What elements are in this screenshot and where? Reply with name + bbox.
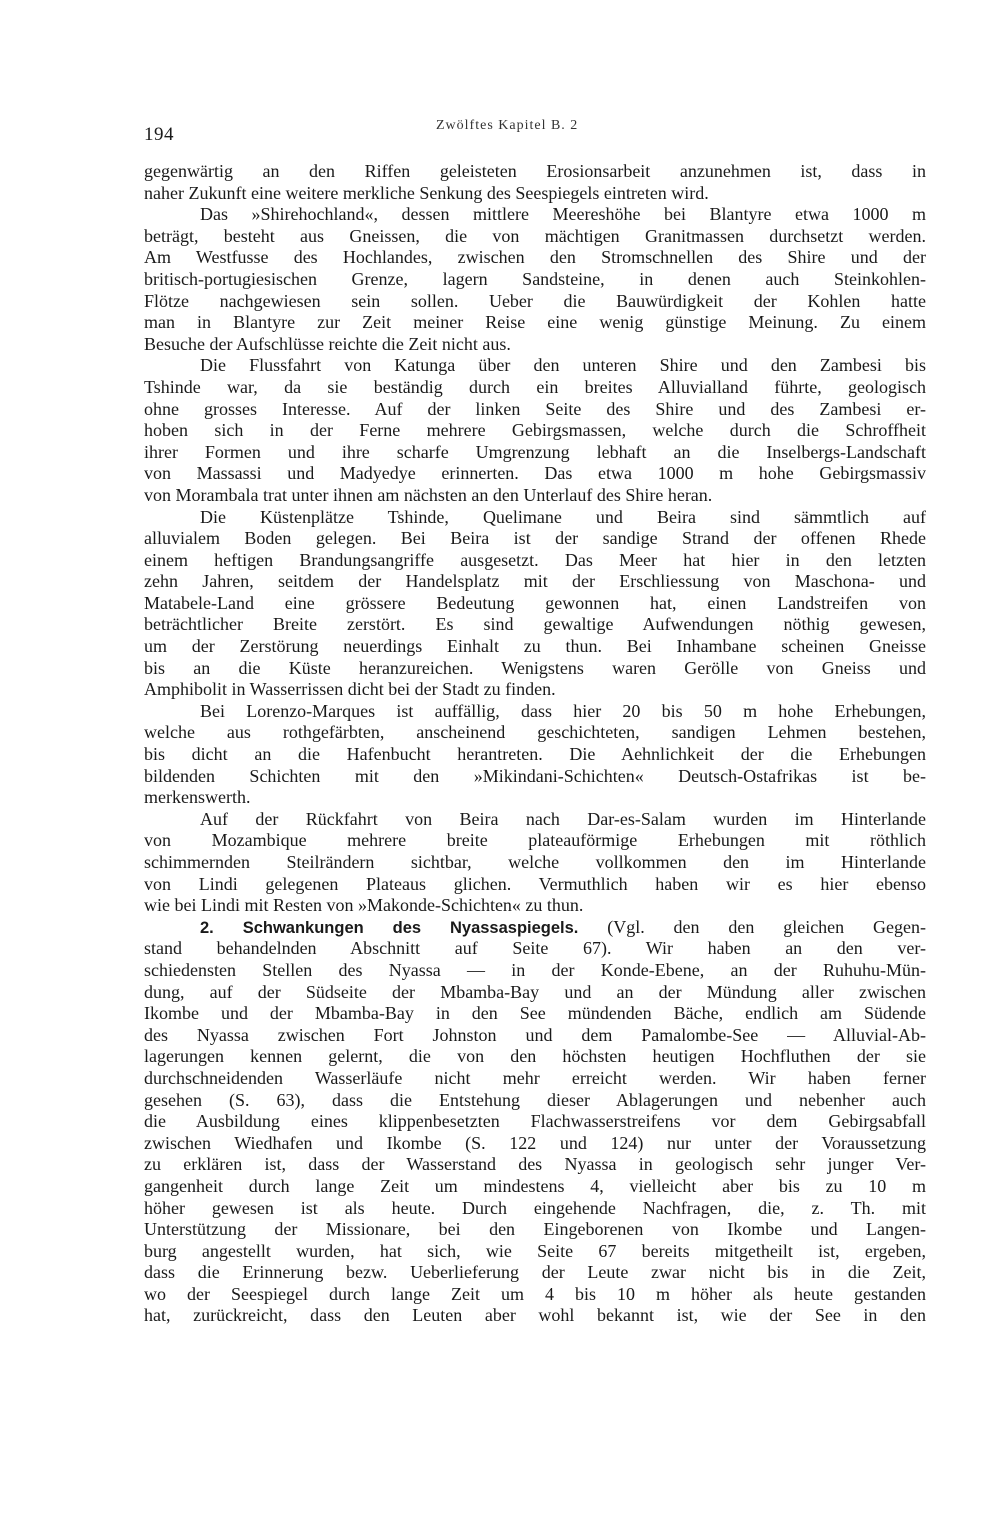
text-line: höher gewesen ist als heute. Durch eingehende Nachfragen, die, z. Th. mit <box>144 1197 926 1218</box>
text-line: lagerungen kennen gelernt, die von den höchsten heutigen Hochfluthen der sie <box>144 1046 926 1067</box>
text-line: Tshinde war, da sie beständig durch ein breites Alluvialland führte, geologisch <box>144 376 926 397</box>
body-text <box>144 161 926 1327</box>
text-line: hat, zurückreicht, dass den Leuten aber wohl bekannt ist, wie der See in den <box>144 1305 926 1326</box>
text-line: burg angestellt wurden, hat sich, wie Seite 67 bereits mitgetheilt ist, ergeben, <box>144 1240 926 1261</box>
text-line: ihrer Formen und ihre scharfe Umgrenzung lebhaft an die Inselbergs-Landschaft <box>144 441 926 462</box>
page-number: 194 <box>144 124 174 145</box>
text-line: zwischen Wiedhafen und Ikombe (S. 122 und 124) nur unter der Voraussetzung <box>144 1132 926 1153</box>
text-line: schimmernden Steilrändern sichtbar, welche vollkommen den im Hinterlande <box>144 852 926 872</box>
section-heading-line <box>144 917 926 939</box>
section-number: 2. <box>200 918 243 937</box>
running-title: Zwölftes Kapitel B. 2 <box>436 118 579 133</box>
text-line: die Ausbildung eines klippenbesetzten Flachwasserstreifens vor dem Gebirgsabfall <box>144 1111 926 1132</box>
text-line: wie bei Lindi mit Resten von »Makonde-Schichten« zu thun. <box>144 895 584 916</box>
text-line: zu erklären ist, dass der Wasserstand des Nyassa in geologisch sehr junger Ver- <box>144 1154 926 1175</box>
text-line: wo der Seespiegel durch lange Zeit um 4 bis 10 m höher als heute gestanden <box>144 1283 926 1304</box>
text-line: gangenheit durch lange Zeit um mindestens 4, vielleicht aber bis zu 10 m <box>144 1175 926 1196</box>
text-line: von Morambala trat unter ihnen am nächsten an den Unterlauf des Shire heran. <box>144 484 713 505</box>
text-line: Bei Lorenzo-Marques ist auffällig, dass hier 20 bis 50 m hohe Erhebungen, <box>200 700 926 721</box>
line-text: (Vgl. den den gleichen Gegen- <box>578 916 926 937</box>
text-line: hoben sich in der Ferne mehrere Gebirgsmassen, welche durch die Schroffheit <box>144 420 926 441</box>
text-line: um der Zerstörung neuerdings Einhalt zu thun. Bei Inhambane scheinen Gneisse <box>144 636 926 657</box>
text-line: beträchtlicher Breite zerstört. Es sind gewaltige Aufwendungen nöthig gewesen, <box>144 614 926 635</box>
text-line: Am Westfusse des Hochlandes, zwischen den Stromschnellen des Shire und der <box>144 247 926 268</box>
text-line: von Massassi und Madyedye erinnerten. Das etwa 1000 m hohe Gebirgsmassiv <box>144 463 926 484</box>
text-line: Das »Shirehochland«, dessen mittlere Meereshöhe bei Blantyre etwa 1000 m <box>200 204 926 225</box>
text-line: Die Küstenplätze Tshinde, Quelimane und Beira sind sämmtlich auf <box>200 506 926 527</box>
text-line: Flötze nachgewiesen sein sollen. Ueber die Bauwürdigkeit der Kohlen hatte <box>144 290 926 311</box>
text-line: Ikombe und der Mbamba-Bay in den See mündenden Bäche, endlich am Südende <box>144 1003 926 1024</box>
text-line: durchschneidenden Wasserläufe nicht mehr erreicht werden. Wir haben ferner <box>144 1067 926 1088</box>
text-line: beträgt, besteht aus Gneissen, die von mächtigen Granitmassen durchsetzt werden. <box>144 225 926 246</box>
page-header <box>144 118 926 148</box>
text-line: von Mozambique mehrere breite plateauförmige Erhebungen mit röthlich <box>144 830 926 851</box>
text-line: Matabele-Land eine grössere Bedeutung gewonnen hat, einen Landstreifen von <box>144 592 926 613</box>
text-line: bildenden Schichten mit den »Mikindani-Schichten« Deutsch-Ostafrikas ist be- <box>144 765 926 786</box>
text-line: zehn Jahren, seitdem der Handelsplatz mit der Erschliessung von Maschona- und <box>144 571 926 592</box>
text-line: Die Flussfahrt von Katunga über den unteren Shire und den Zambesi bis <box>200 355 926 376</box>
text-line: bis an die Küste heranzureichen. Wenigstens waren Gerölle von Gneiss und <box>144 657 926 678</box>
section-title: Schwankungen des Nyassaspiegels. <box>242 918 579 937</box>
text-line: dung, auf der Südseite der Mbamba-Bay und an der Mündung aller zwischen <box>144 981 926 1002</box>
text-line: gegenwärtig an den Riffen geleisteten Erosionsarbeit anzunehmen ist, dass in <box>144 161 926 181</box>
text-line: man in Blantyre zur Zeit meiner Reise eine wenig günstige Meinung. Zu einem <box>144 312 926 333</box>
text-line: Besuche der Aufschlüsse reichte die Zeit nicht aus. <box>144 333 511 354</box>
text-line: des Nyassa zwischen Fort Johnston und dem Pamalombe-See — Alluvial-Ab- <box>144 1024 926 1045</box>
text-line: einem heftigen Brandungsangriffe ausgesetzt. Das Meer hat hier in den letzten <box>144 549 926 570</box>
text-line: schiedensten Stellen des Nyassa — in der Konde-Ebene, an der Ruhuhu-Mün- <box>144 959 926 980</box>
text-line: von Lindi gelegenen Plateaus glichen. Vermuthlich haben wir es hier ebenso <box>144 873 926 894</box>
text-line: naher Zukunft eine weitere merkliche Senkung des Seespiegels eintreten wird. <box>144 182 709 203</box>
text-line: gesehen (S. 63), dass die Entstehung dieser Ablagerungen und nebenher auch <box>144 1089 926 1110</box>
text-line: britisch-portugiesischen Grenze, lagern Sandsteine, in denen auch Steinkohlen- <box>144 268 926 289</box>
text-line: stand behandelnden Abschnitt auf Seite 67). Wir haben an den ver- <box>144 938 926 959</box>
text-line: merkenswerth. <box>144 787 251 808</box>
text-line: Auf der Rückfahrt von Beira nach Dar-es-Salam wurden im Hinterlande <box>200 808 926 829</box>
text-line: ohne grosses Interesse. Auf der linken Seite des Shire und des Zambesi er- <box>144 398 926 419</box>
text-line: bis dicht an die Hafenbucht herantreten. Die Aehnlichkeit der die Erhebungen <box>144 744 926 765</box>
text-line: Unterstützung der Missionare, bei den Eingeborenen von Ikombe und Langen- <box>144 1219 926 1240</box>
text-line: Amphibolit in Wasserrissen dicht bei der Stadt zu finden. <box>144 679 556 700</box>
text-line: welche aus rothgefärbten, anscheinend geschichteten, sandigen Lehmen bestehen, <box>144 722 926 743</box>
text-line: dass die Erinnerung bezw. Ueberlieferung der Leute zwar nicht bis in die Zeit, <box>144 1262 926 1283</box>
text-line: alluvialem Boden gelegen. Bei Beira ist der sandige Strand der offenen Rhede <box>144 528 926 549</box>
